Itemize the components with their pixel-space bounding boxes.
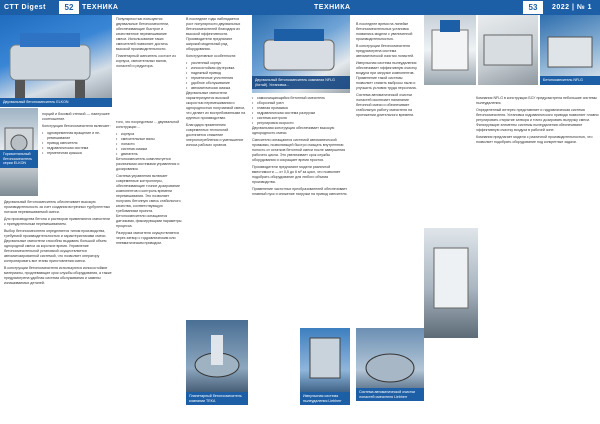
caption-planetary: Планетарный бетоносмеситель компании TEKA xyxy=(186,392,248,405)
right-page-number: 53 xyxy=(522,0,544,15)
column-d: • самоочищающийся бетонный смеситель • сборочный узел • главная промывка • гидравлическая система разгрузки • система контроля • регулировка скорости Двухвальная конструкция обеспечивает высокую однородность смеси. Смесители оснащаются системой автоматической промывки, позволяющей быстро очищать внутреннюю полость от остатков бетонной смеси после завершения рабочего цикла. Это увеличивает срок службы оборудования и сокращает время простоя. Производители предлагают модели различной вместимости — от 0,5 до 6 м³ за цикл, что позволяет подобрать оборудование для любого объема производства. Применение частотных преобразователей обеспечивает плавный пуск и снижение нагрузки на привод смесителя. xyxy=(252,96,350,326)
para-c2a: того, что посредством ... двухвальной конструкции ... xyxy=(116,120,180,129)
list-item: • смесительные валы xyxy=(116,137,182,142)
list-item: • гидравлическая система разгрузки xyxy=(252,111,350,116)
list-item: • гидравлическая система xyxy=(42,146,112,151)
column-e: В последнее время на линейке бетоносмесительных установок появились модели с увеличенной производительностью. В конструкции бетоносмесителя предусмотрена система автоматической очистки лопастей. Импульсная система пылеудаления обеспечивает эффективную очистку воздуха при загрузке компонентов. Применение такой системы позволяет снизить выбросы пыли и улучшить условия труда персонала. Система автоматической очистки лопастей исключает налипание бетонной смеси и обеспечивает стабильную работу смесителя на протяжении длительного времени. xyxy=(356,22,420,322)
left-page-number: 52 xyxy=(58,0,80,15)
list-item: • главная промывка xyxy=(252,106,350,111)
list-item: • корпуса xyxy=(116,132,182,137)
left-page-header xyxy=(0,0,300,15)
list-c1 xyxy=(42,131,112,156)
list-item: • система смазки xyxy=(116,147,182,152)
dust-system-photo xyxy=(300,328,350,398)
para-c1d: Для производства бетона и растворов применяются смесители с принудительным перемешиванием. xyxy=(4,217,110,226)
list-item: • регулировка скорости xyxy=(252,121,350,126)
caption-nflg: Двухвальный бетоносмеситель компании NFLG (Китай). Установка... xyxy=(252,76,350,89)
column-c: В последние годы наблюдается рост популярности двухвальных бетоносмесителей благодаря их высокой эффективности. Производители предлагают широкий модельный ряд оборудования. Конструктивные особенности: • усиленный корпус • износостойкая футеровка • надежный привод • герметичные уплотнения • удобное обслуживание • автоматическая смазка Двухвальные смесители характеризуются высокой скоростью перемешивания и однородностью получаемой смеси, что делает их востребованными на крупных производствах. Благодаря применению современных технологий достигается снижение энергопотребления и уменьшение износа рабочих органов. xyxy=(186,17,246,337)
section-title: ТЕХНИКА xyxy=(81,4,119,11)
list-item: • привод смесителя xyxy=(42,141,112,146)
issue-label: 2022 | № 1 xyxy=(551,4,592,11)
blade-system-illustration xyxy=(424,228,478,338)
blade-system-photo xyxy=(424,228,478,338)
nflg-illustration-right xyxy=(540,15,600,85)
para-c4a: В последнее время на линейке бетоносмесительных установок появились модели с увеличенной производительностью. xyxy=(356,22,413,41)
para-c1a: порций и боковой стенкой — наилучшее соотношение. xyxy=(42,112,110,121)
para-c4b: В конструкции бетоносмесителя предусмотрена система автоматической очистки лопастей. xyxy=(356,44,415,58)
right-page-header xyxy=(300,0,600,15)
list-item: • герметичная крышка xyxy=(42,151,112,156)
para-c1c: Двухвальный бетоносмеситель обеспечивает высокую производительность за счет создания встречных турбулентных потоков перемешиваемой смеси. xyxy=(4,200,111,214)
list-item: • лопасти xyxy=(116,142,182,147)
para-c1b: Конструкция бетоносмесителя включает: xyxy=(42,124,111,128)
mixer-photo-elkon xyxy=(0,15,112,105)
nflg-photo-right xyxy=(540,15,600,85)
liebherr-illustration-2 xyxy=(478,15,538,85)
para-c3b: Двухвальная конструкция обеспечивает высокую однородность смеси. xyxy=(252,126,335,135)
mixer-illustration xyxy=(0,15,112,105)
brand-label: CTT Digest xyxy=(4,4,46,11)
column-a xyxy=(42,112,112,202)
planetary-mixer-photo xyxy=(186,320,248,400)
column-b: того, что посредством ... двухвальной конструкции ... • корпуса • смесительные валы • лопасти • система смазки • двигатель Бетоносмеситель комплектуется различными системами управления и дозирования. Система управления включает современные контроллеры, обеспечивающие точное дозирование компонентов и контроль времени перемешивания. Это позволяет получать бетонную смесь стабильного качества, соответствующую требованиям проекта. Бетоносмесители оснащаются датчиками, фиксирующими параметры процесса. Разгрузка смесителя осуществляется через затвор с гидравлическим или пневматическим приводом. xyxy=(116,120,182,420)
caption-left-mid: Горизонтальный бетоносмеситель серии ELKON xyxy=(0,150,38,168)
dust-system-illustration xyxy=(300,328,350,398)
list-item: • сборочный узел xyxy=(252,101,350,106)
planetary-mixer-illustration xyxy=(186,320,248,400)
section-title-right: ТЕХНИКА xyxy=(314,4,351,11)
list-item: • одновременная вращение и перемешивание xyxy=(42,131,112,141)
liebherr-photo-1 xyxy=(424,15,476,85)
list-item: • двигатель xyxy=(116,152,182,157)
list-c3 xyxy=(252,96,350,126)
para-c5a: Компания NFLG в конструкции БСУ предусмотрела небольшие системы пылеудаления. xyxy=(476,96,598,105)
list-item: • система контроля xyxy=(252,116,350,121)
liebherr-illustration-1 xyxy=(424,15,476,85)
column-f: Компания NFLG в конструкции БСУ предусмотрела небольшие системы пылеудаления. Определенный интерес представляет и гидравлическая система бетоносмесителя. Установка гидравлического привода позволяет плавно регулировать открытие затвора и точно дозировать выгрузку смеси. Фильтрующие элементы системы пылеудаления обеспечивают эффективную очистку воздуха в рабочей зоне. Компания предлагает модели с различной производительностью, что позволяет подобрать оборудование под конкретные задачи. xyxy=(476,96,599,144)
liebherr-photo-2 xyxy=(478,15,538,85)
column-a2: Двухвальный бетоносмеситель обеспечивает высокую производительность за счет создания встречных турбулентных потоков перемешиваемой смеси. Для производства бетона и растворов применяются смесители с принудительным перемешиванием. Выбор бетоносмесителя определяется типом производства, требуемой производительностью и характеристиками смеси. Двухвальные смесители способны выдавать большой объем однородной смеси за короткое время. Управление бетоносмесительной установкой осуществляется автоматизированной системой, что позволяет оператору контролировать все этапы приготовления смеси. В конструкции бетоносмесителя используются износостойкие материалы, продлевающие срок службы оборудования, а также предусмотрена удобная система обслуживания и замены изнашиваемых деталей. xyxy=(4,200,112,285)
caption-nflg-right: Бетоносмеситель NFLG xyxy=(540,76,600,85)
para-c2b: Бетоносмеситель комплектуется различными системами управления и дозирования. xyxy=(116,157,180,171)
caption-blade-cleaning: Система автоматической очистки лопастей смесителя Liebherr xyxy=(356,388,424,401)
photo-caption: Двухвальный бетоносмеситель ELKON xyxy=(0,98,112,107)
caption-dust: Импульсная система пылеудаления Liebherr xyxy=(300,392,350,405)
list-item: • самоочищающийся бетонный смеситель xyxy=(252,96,350,101)
column-top-right-of-photo: Популярностью пользуются двухвальные бетоносмесители, обеспечивающие быстрое и качественное перемешивание смеси. Использование таких смесителей позволяет достичь высокой производительности. Планетарный смеситель состоит из корпуса, смесительных валов, лопастей и редуктора. xyxy=(116,17,176,68)
list-c2 xyxy=(116,132,182,157)
